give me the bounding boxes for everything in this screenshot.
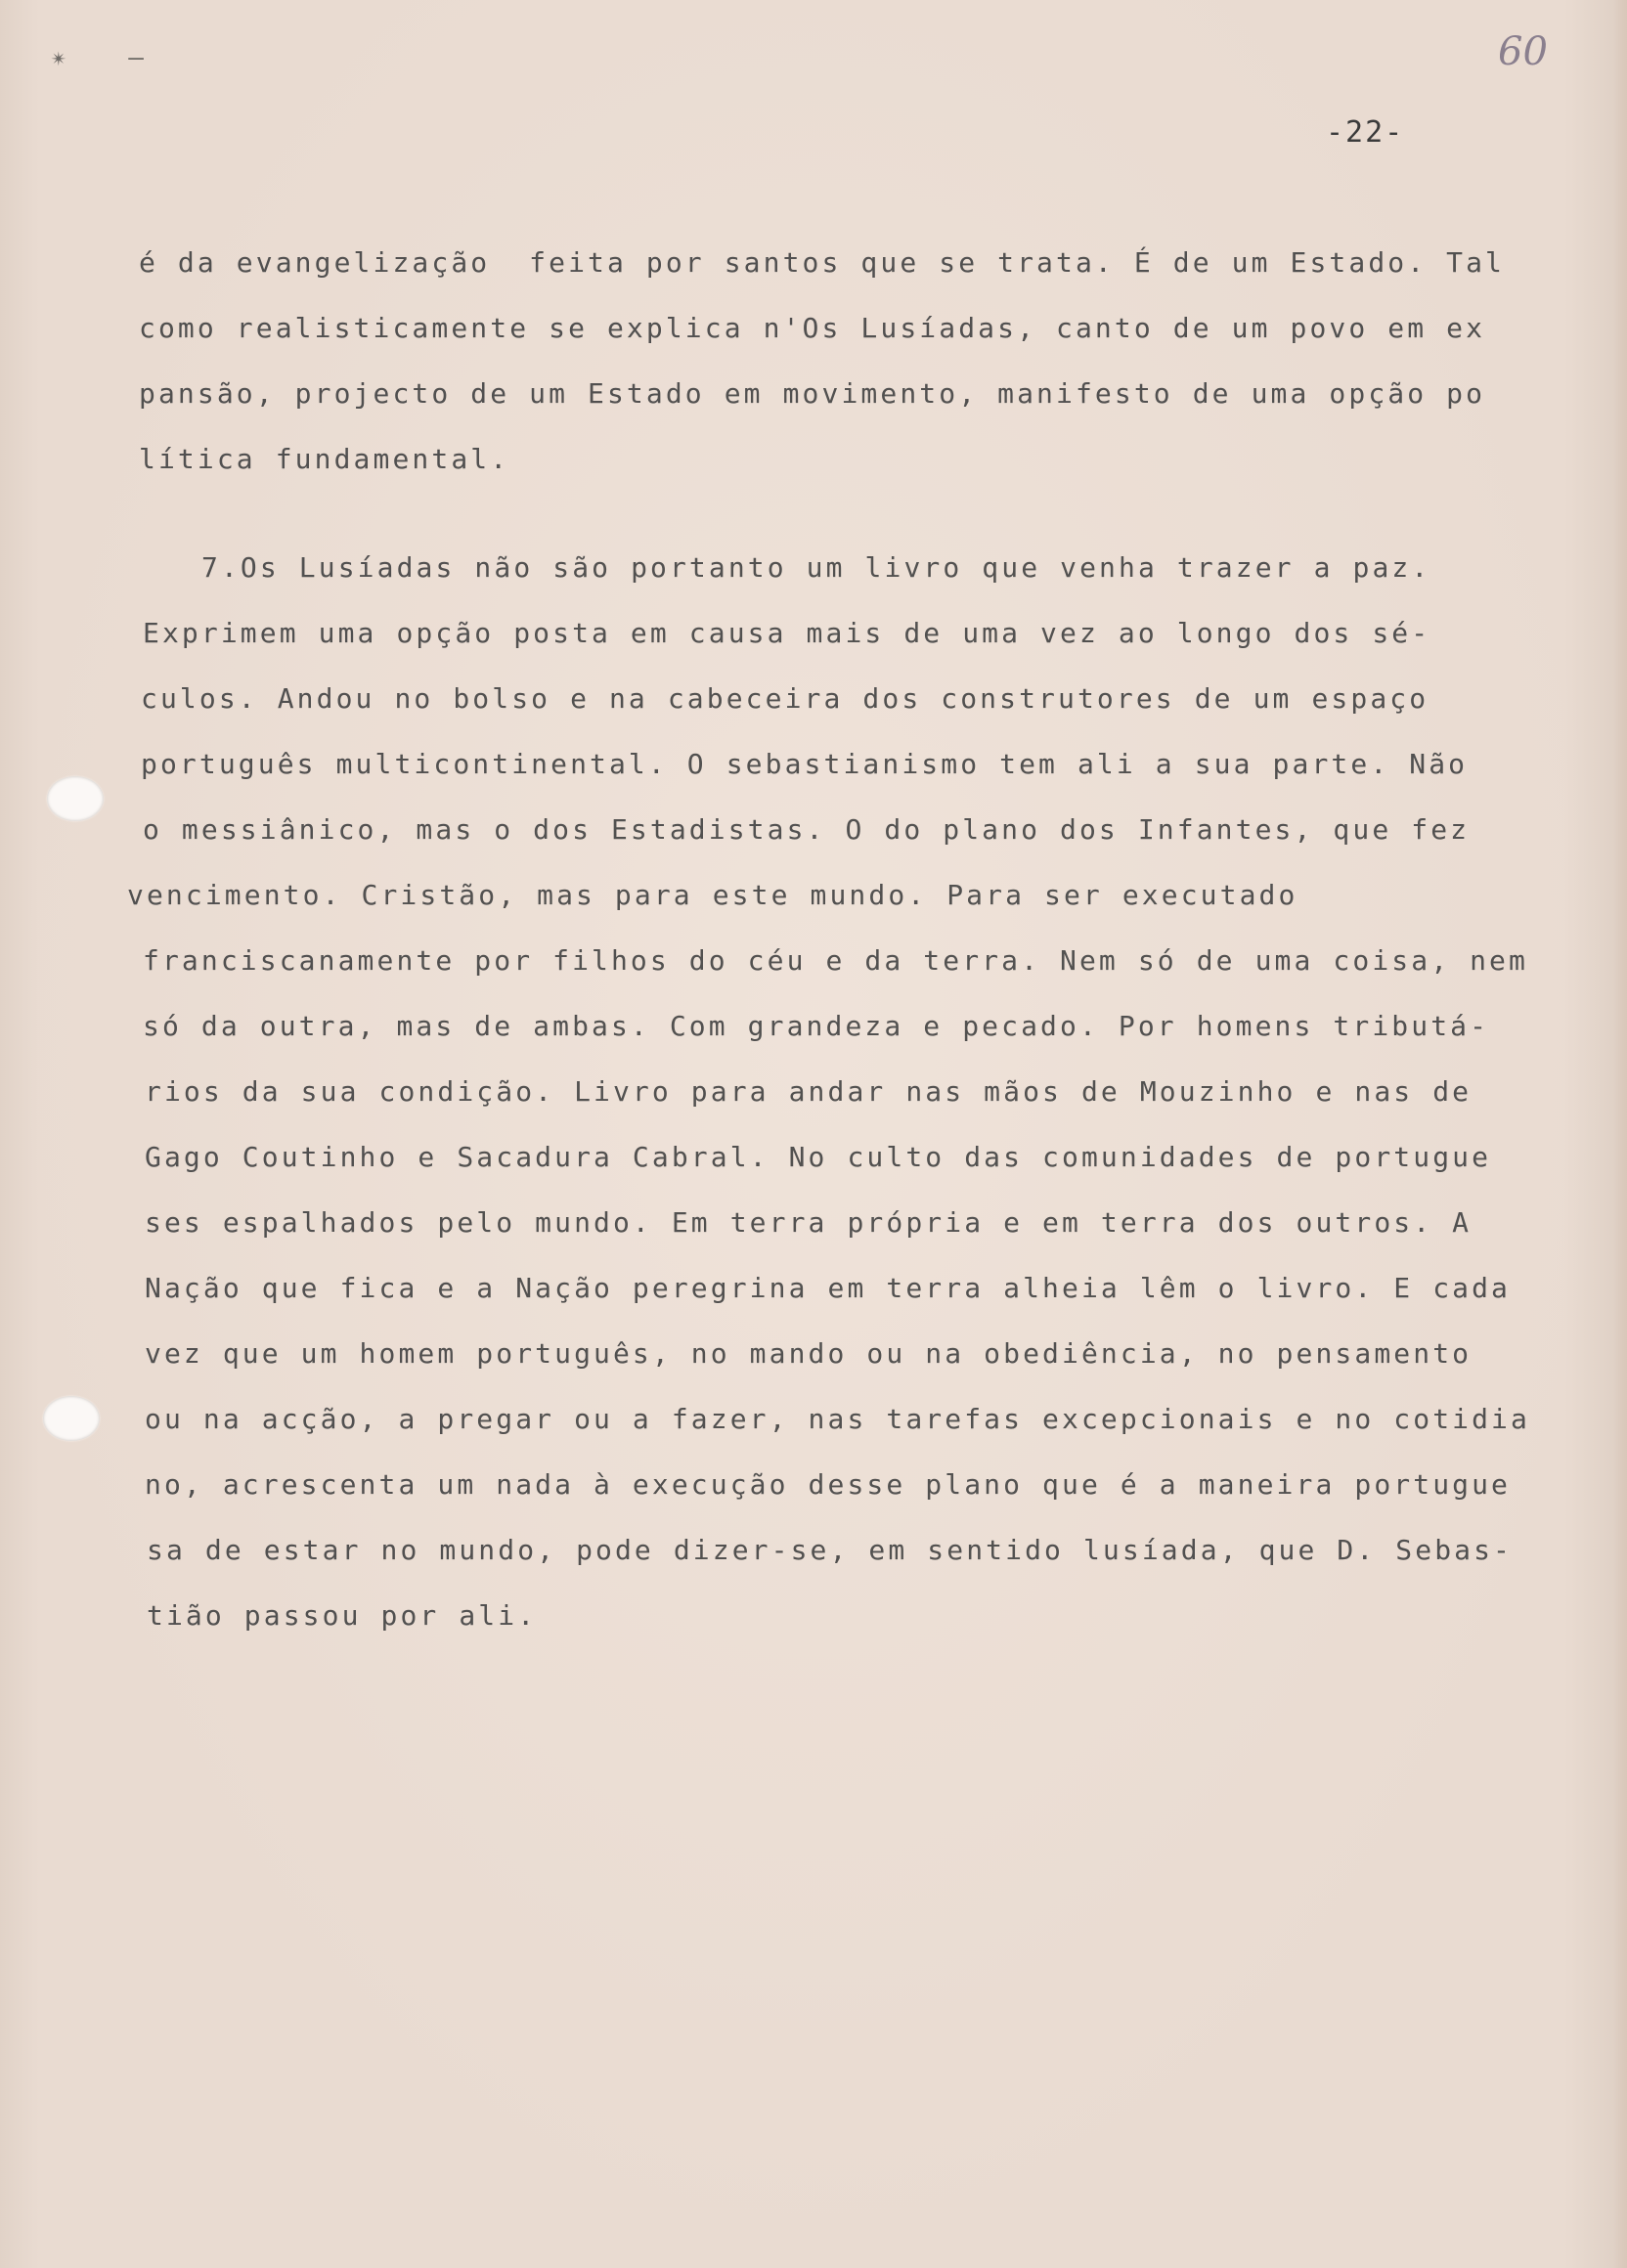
text-line: o messiânico, mas o dos Estadistas. O do plano dos Infantes, que fez [143,813,1471,846]
text-line: como realisticamente se explica n'Os Lusíadas, canto de um povo em ex [139,312,1486,344]
text-line: 7.Os Lusíadas não são portanto um livro que venha trazer a paz. [201,551,1431,584]
text-line: português multicontinental. O sebastianismo tem ali a sua parte. Não [141,748,1469,780]
page-number: -22- [1326,115,1405,150]
corner-marks: ✴ — [51,43,167,72]
text-line: só da outra, mas de ambas. Com grandeza e pecado. Por homens tributá- [143,1010,1490,1042]
text-line: pansão, projecto de um Estado em movimento, manifesto de uma opção po [139,377,1486,410]
text-line: vencimento. Cristão, mas para este mundo. Para ser executado [127,879,1298,911]
text-line: vez que um homem português, no mando ou na obediência, no pensamento [145,1337,1473,1370]
text-line: franciscanamente por filhos do céu e da terra. Nem só de uma coisa, nem [143,944,1528,977]
text-line: ses espalhados pelo mundo. Em terra própria e em terra dos outros. A [145,1206,1473,1239]
text-line: no, acrescenta um nada à execução desse plano que é a maneira portugue [145,1468,1512,1501]
punch-hole-bottom [43,1396,100,1441]
handwritten-folio-number: 60 [1498,29,1548,74]
text-line: sa de estar no mundo, pode dizer-se, em sentido lusíada, que D. Sebas- [147,1534,1514,1566]
paper-edge-shadow [1613,0,1627,2268]
text-line: Exprimem uma opção posta em causa mais de uma vez ao longo dos sé- [143,617,1431,649]
text-line: rios da sua condição. Livro para andar nas mãos de Mouzinho e nas de [145,1075,1473,1108]
text-line: é da evangelização feita por santos que se trata. É de um Estado. Tal [139,246,1506,279]
text-line: lítica fundamental. [139,443,510,475]
text-line: Nação que fica e a Nação peregrina em terra alheia lêm o livro. E cada [145,1272,1512,1304]
text-line: tião passou por ali. [147,1599,538,1632]
text-line: culos. Andou no bolso e na cabeceira dos construtores de um espaço [141,682,1429,715]
punch-hole-top [47,776,104,821]
text-line: Gago Coutinho e Sacadura Cabral. No culto das comunidades de portugue [145,1141,1492,1173]
text-line: ou na acção, a pregar ou a fazer, nas tarefas excepcionais e no cotidia [145,1403,1530,1435]
